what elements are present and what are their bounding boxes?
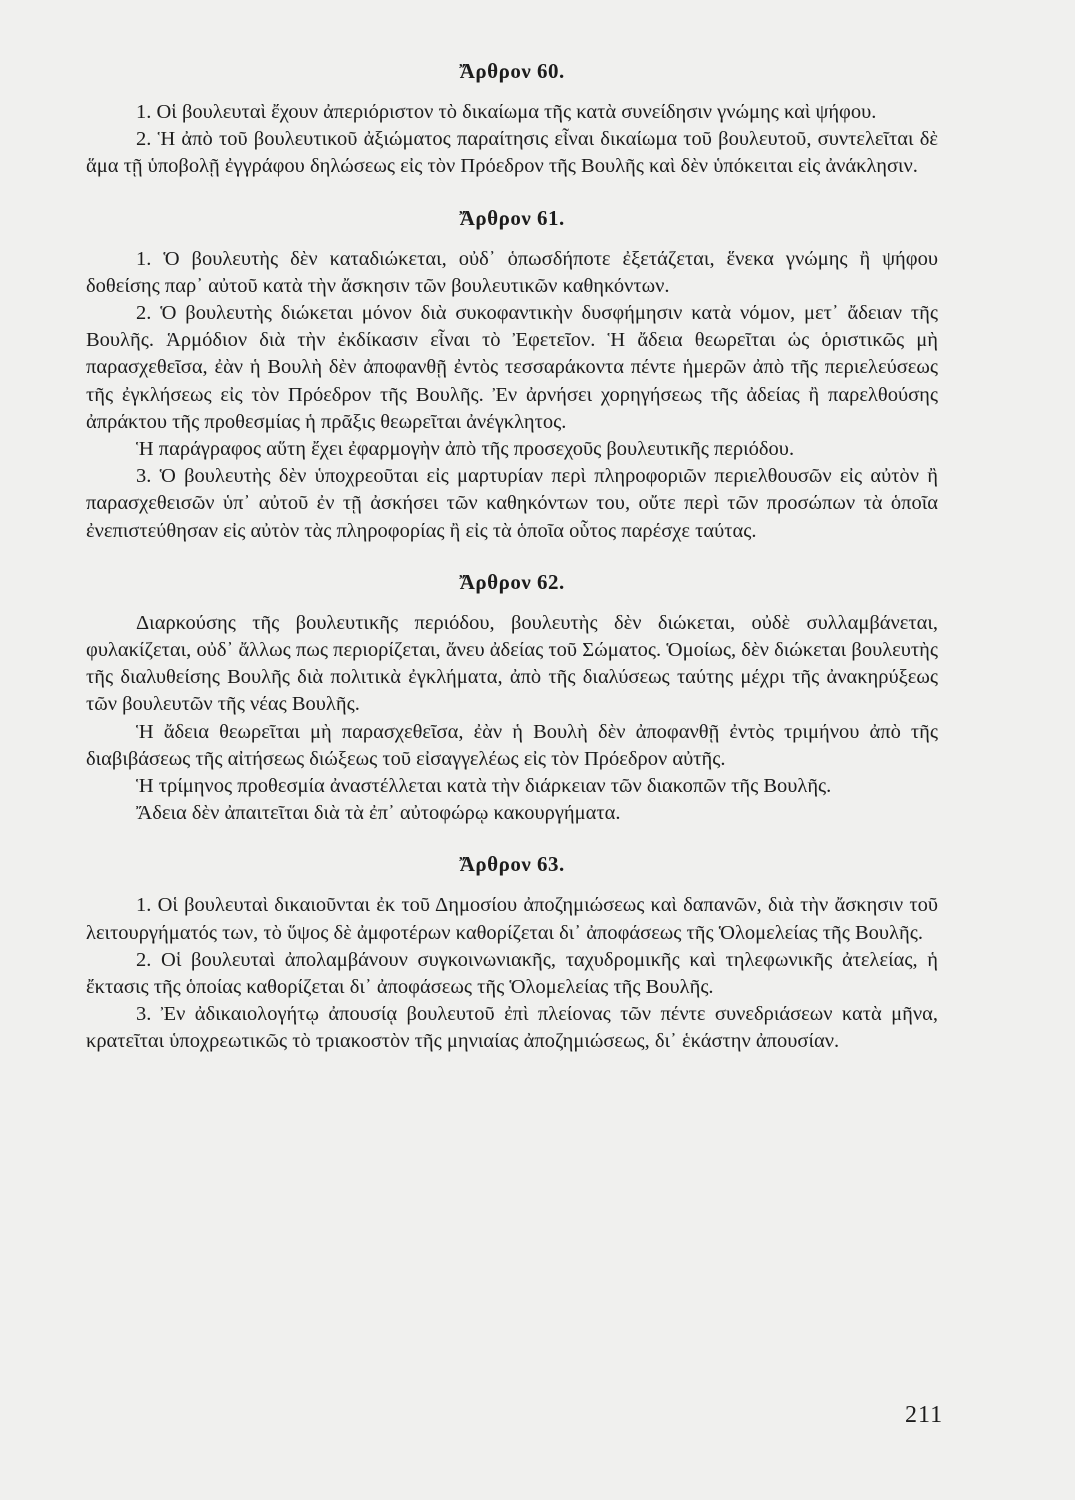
paragraph: Ἡ ἄδεια θεωρεῖται μὴ παρασχεθεῖσα, ἐὰν ἡ Βουλὴ δὲν ἀποφανθῇ ἐντὸς τριμήνου ἀπὸ τῆς διαβιβάσεως τῆς αἰτήσεως διώξεως τοῦ εἰσαγγελέως εἰς τὸν Πρόεδρον αὐτῆς.: [86, 720, 938, 770]
paragraph: 1. Οἱ βουλευταὶ ἔχουν ἀπεριόριστον τὸ δικαίωμα τῆς κατὰ συνείδησιν γνώμης καὶ ψήφου.: [136, 101, 877, 123]
article-60: [86, 56, 938, 181]
page-number: 211: [905, 1402, 944, 1428]
paragraph: 3. Ὁ βουλευτὴς δὲν ὑποχρεοῦται εἰς μαρτυρίαν περὶ πληροφοριῶν περιελθουσῶν εἰς αὐτὸν ἢ παρασχεθεισῶν ὑπ᾽ αὐτοῦ ἐν τῇ ἀσκήσει τῶν καθηκόντων του, οὔτε περὶ τῶν προσώπων τὰ ὁποῖα ἐνεπιστεύθησαν εἰς αὐτὸν τὰς πληροφορίας ἢ εἰς τὰ ὁποῖα οὗτος παρέσχε ταύτας.: [86, 465, 938, 542]
paragraph: 2. Ἡ ἀπὸ τοῦ βουλευτικοῦ ἀξιώματος παραίτησις εἶναι δικαίωμα τοῦ βουλευτοῦ, συντελεῖται δὲ ἅμα τῇ ὑποβολῇ ἐγγράφου δηλώσεως εἰς τὸν Πρόεδρον τῆς Βουλῆς καὶ δὲν ὑπόκειται εἰς ἀνάκλησιν.: [86, 128, 938, 178]
paragraph: Διαρκούσης τῆς βουλευτικῆς περιόδου, βουλευτὴς δὲν διώκεται, οὐδὲ συλλαμβάνεται, φυλακίζεται, οὐδ᾽ ἄλλως πως περιορίζεται, ἄνευ ἀδείας τοῦ Σώματος. Ὁμοίως, δὲν διώκεται βουλευτὴς τῆς διαλυθείσης Βουλῆς διὰ πολιτικὰ ἐγκλήματα, ἀπὸ τῆς διαλύσεως ταύτης μέχρι τῆς ἀνακηρύξεως τῶν βουλευτῶν τῆς νέας Βουλῆς.: [86, 611, 938, 716]
page-body: [86, 56, 938, 1056]
paragraph: 2. Οἱ βουλευταὶ ἀπολαμβάνουν συγκοινωνιακῆς, ταχυδρομικῆς καὶ τηλεφωνικῆς ἀτελείας, ἡ ἔκτασις τῆς ὁποίας καθορίζεται δι᾽ ἀποφάσεως τῆς Ὁλομελείας τῆς Βουλῆς.: [86, 948, 938, 999]
article-heading: Ἄρθρον 62.: [459, 569, 565, 594]
article-63: [86, 849, 938, 1055]
paragraph: Ἄδεια δὲν ἀπαιτεῖται διὰ τὰ ἐπ᾽ αὐτοφώρῳ κακουργήματα.: [136, 802, 621, 825]
paragraph: Ἡ τρίμηνος προθεσμία ἀναστέλλεται κατὰ τὴν διάρκειαν τῶν διακοπῶν τῆς Βουλῆς.: [136, 775, 832, 798]
article-heading: Ἄρθρον 61.: [459, 205, 565, 230]
article-heading: Ἄρθρον 60.: [459, 59, 565, 83]
paragraph: 1. Οἱ βουλευταὶ δικαιοῦνται ἐκ τοῦ Δημοσίου ἀποζημιώσεως καὶ δαπανῶν, διὰ τὴν ἄσκησιν τοῦ λειτουργήματός των, τὸ ὕψος δὲ ἀμφοτέρων καθορίζεται δι᾽ ἀποφάσεως τῆς Ὁλομελείας τῆς Βουλῆς.: [86, 894, 938, 944]
article-heading: Ἄρθρον 63.: [459, 852, 565, 877]
paragraph: 2. Ὁ βουλευτὴς διώκεται μόνον διὰ συκοφαντικὴν δυσφήμησιν κατὰ νόμον, μετ᾽ ἄδειαν τῆς Βουλῆς. Ἁρμόδιον διὰ τὴν ἐκδίκασιν εἶναι τὸ Ἐφετεῖον. Ἡ ἄδεια θεωρεῖται ὡς ὁριστικῶς μὴ παρασχεθεῖσα, ἐὰν ἡ Βουλὴ δὲν ἀποφανθῇ ἐντὸς τεσσαράκοντα πέντε ἡμερῶν ἀπὸ τῆς περιελεύσεως τῆς ἐγκλήσεως εἰς τὸν Πρόεδρον τῆς Βουλῆς. Ἐν ἀρνήσει χορηγήσεως τῆς ἀδείας ἢ παρελθούσης ἀπράκτου τῆς προθεσμίας ἡ πρᾶξις θεωρεῖται ἀνέγκλητος.: [86, 302, 938, 433]
article-62: [86, 567, 938, 828]
paragraph: 3. Ἐν ἀδικαιολογήτῳ ἀπουσίᾳ βουλευτοῦ ἐπὶ πλείονας τῶν πέντε συνεδριάσεων κατὰ μῆνα, κρατεῖται ὑποχρεωτικῶς τὸ τριακοστὸν τῆς μηνιαίας ἀποζημιώσεως, δι᾽ ἑκάστην ἀπουσίαν.: [86, 1003, 938, 1053]
paragraph: Ἡ παράγραφος αὕτη ἔχει ἐφαρμογὴν ἀπὸ τῆς προσεχοῦς βουλευτικῆς περιόδου.: [136, 438, 795, 461]
article-61: [86, 203, 938, 545]
paragraph: 1. Ὁ βουλευτὴς δὲν καταδιώκεται, οὐδ᾽ ὁπωσδήποτε ἐξετάζεται, ἕνεκα γνώμης ἢ ψήφου δοθείσης παρ᾽ αὐτοῦ κατὰ τὴν ἄσκησιν τῶν βουλευτικῶν καθηκόντων.: [86, 247, 938, 297]
